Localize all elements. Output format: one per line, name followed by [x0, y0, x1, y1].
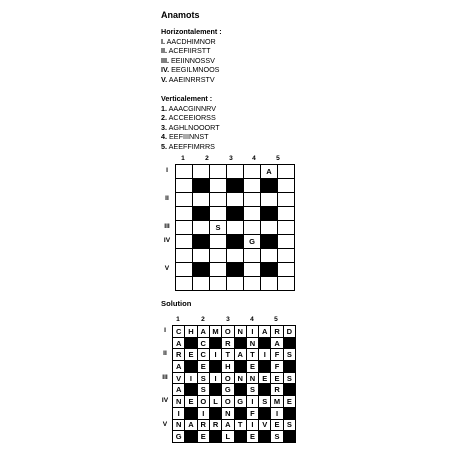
solution-cell: S: [284, 373, 296, 385]
black-cell: [193, 179, 210, 193]
puzzle-cell: S: [210, 221, 227, 235]
horizontal-clue: [161, 56, 222, 66]
solution-cell: G: [222, 384, 234, 396]
solution-cell: E: [198, 431, 210, 443]
row-number: IV: [161, 397, 169, 404]
solution-cell: I: [271, 408, 283, 420]
black-cell: [210, 361, 222, 373]
black-cell: [235, 338, 247, 350]
solution-cell: A: [271, 338, 283, 350]
solution-cell: N: [247, 338, 259, 350]
clue-letters: AEEFFIMRRS: [168, 141, 215, 151]
black-cell: [185, 408, 197, 420]
puzzle-cell: [227, 221, 244, 235]
vertical-clue: [161, 142, 220, 152]
horizontal-clues: [161, 27, 222, 85]
clue-letters: AAEINRRSTV: [168, 74, 215, 84]
puzzle-cell: [244, 207, 261, 221]
black-cell: [261, 179, 278, 193]
puzzle-column-numbers: [175, 155, 294, 164]
black-cell: [261, 235, 278, 249]
solution-column-numbers: [172, 316, 295, 325]
black-cell: [284, 431, 296, 443]
solution-cell: E: [271, 420, 283, 432]
solution-cell: N: [222, 408, 234, 420]
black-cell: [210, 338, 222, 350]
solution-cell: F: [271, 349, 283, 361]
solution-cell: A: [173, 384, 185, 396]
solution-cell: H: [222, 361, 234, 373]
black-cell: [210, 384, 222, 396]
solution-cell: A: [222, 420, 234, 432]
solution-cell: T: [235, 420, 247, 432]
solution-cell: N: [173, 420, 185, 432]
clue-letters: AACDHIMNOR: [166, 36, 216, 46]
solution-cell: R: [198, 420, 210, 432]
solution-grid: [172, 325, 296, 443]
black-cell: [193, 207, 210, 221]
row-number: III: [164, 223, 170, 230]
puzzle-cell: [193, 249, 210, 263]
black-cell: [185, 431, 197, 443]
puzzle-cell: [176, 221, 193, 235]
solution-cell: A: [259, 326, 271, 338]
solution-cell: I: [259, 349, 271, 361]
solution-cell: R: [210, 420, 222, 432]
black-cell: [227, 235, 244, 249]
black-cell: [185, 338, 197, 350]
solution-cell: A: [173, 361, 185, 373]
row-number: V: [164, 265, 170, 272]
puzzle-cell: [210, 193, 227, 207]
puzzle-cell: [193, 165, 210, 179]
clue-number: 4.: [161, 132, 167, 142]
row-number: V: [162, 421, 168, 428]
solution-cell: E: [271, 373, 283, 385]
solution-cell: I: [247, 396, 259, 408]
solution-cell: I: [247, 420, 259, 432]
clue-letters: EEFIIINNST: [169, 132, 209, 142]
puzzle-cell: [210, 263, 227, 277]
solution-cell: S: [271, 431, 283, 443]
solution-cell: N: [247, 373, 259, 385]
column-number: 3: [229, 155, 233, 162]
puzzle-cell: [227, 165, 244, 179]
puzzle-cell: [227, 193, 244, 207]
clue-letters: AGHLNOOORT: [168, 122, 220, 132]
row-number: I: [164, 327, 166, 334]
clue-number: 2.: [161, 113, 167, 123]
row-number: IV: [163, 237, 171, 244]
solution-cell: O: [222, 373, 234, 385]
solution-cell: V: [173, 373, 185, 385]
solution-cell: E: [247, 431, 259, 443]
puzzle-cell: [244, 179, 261, 193]
puzzle-cell: [278, 221, 295, 235]
solution-cell: R: [271, 384, 283, 396]
solution-cell: H: [185, 326, 197, 338]
solution-heading: Solution: [161, 299, 192, 308]
column-number: 1: [181, 155, 185, 162]
clue-number: 5.: [161, 141, 167, 151]
horizontal-clue: [161, 75, 222, 85]
solution-cell: O: [222, 396, 234, 408]
solution-cell: A: [173, 338, 185, 350]
row-number: III: [162, 374, 168, 381]
clue-number: IV.: [161, 65, 170, 75]
solution-cell: G: [235, 396, 247, 408]
puzzle-cell: [210, 179, 227, 193]
puzzle-cell: [176, 193, 193, 207]
black-cell: [235, 384, 247, 396]
clue-letters: EEGILMNOOS: [171, 65, 220, 75]
solution-cell: S: [284, 420, 296, 432]
black-cell: [227, 179, 244, 193]
puzzle-cell: [176, 207, 193, 221]
black-cell: [185, 361, 197, 373]
solution-cell: E: [284, 396, 296, 408]
puzzle-cell: [227, 277, 244, 291]
puzzle-cell: [193, 277, 210, 291]
puzzle-cell: [244, 249, 261, 263]
puzzle-cell: [244, 221, 261, 235]
horizontal-clue: [161, 37, 222, 47]
puzzle-cell: [176, 179, 193, 193]
black-cell: [227, 207, 244, 221]
vertical-clue: [161, 132, 220, 142]
solution-cell: F: [271, 361, 283, 373]
solution-cell: E: [259, 373, 271, 385]
column-number: 4: [252, 155, 256, 162]
solution-cell: C: [198, 349, 210, 361]
solution-cell: M: [271, 396, 283, 408]
solution-cell: L: [222, 431, 234, 443]
puzzle-cell: [244, 277, 261, 291]
puzzle-cell: [176, 235, 193, 249]
solution-cell: S: [198, 373, 210, 385]
solution-cell: A: [198, 326, 210, 338]
black-cell: [185, 384, 197, 396]
solution-cell: E: [185, 396, 197, 408]
solution-cell: T: [247, 349, 259, 361]
puzzle-cell: [227, 249, 244, 263]
solution-cell: I: [210, 349, 222, 361]
black-cell: [259, 408, 271, 420]
solution-cell: N: [173, 396, 185, 408]
puzzle-cell: [176, 277, 193, 291]
solution-cell: I: [247, 326, 259, 338]
puzzle-cell: [244, 165, 261, 179]
puzzle-cell: [193, 221, 210, 235]
clue-number: 3.: [161, 122, 167, 132]
page-title: Anamots: [161, 10, 200, 20]
clue-number: III.: [161, 55, 169, 65]
black-cell: [235, 408, 247, 420]
column-number: 1: [176, 316, 180, 323]
solution-cell: O: [198, 396, 210, 408]
solution-cell: C: [198, 338, 210, 350]
solution-cell: R: [173, 349, 185, 361]
puzzle-cell: [261, 249, 278, 263]
puzzle-row-numbers: [162, 164, 172, 290]
clue-letters: EEIINNOSSV: [171, 55, 215, 65]
clue-letters: ACCEEIORSS: [168, 113, 216, 123]
vertical-heading: Verticalement :: [161, 94, 213, 103]
solution-cell: I: [210, 373, 222, 385]
clue-number: 1.: [161, 103, 167, 113]
solution-cell: I: [198, 408, 210, 420]
black-cell: [193, 263, 210, 277]
black-cell: [235, 361, 247, 373]
solution-cell: M: [210, 326, 222, 338]
row-number: II: [163, 350, 167, 357]
horizontal-heading: Horizontalement :: [161, 27, 222, 36]
puzzle-cell: [278, 207, 295, 221]
solution-row-numbers: [160, 325, 170, 442]
black-cell: [193, 235, 210, 249]
puzzle-cell: [176, 249, 193, 263]
puzzle-cell: [244, 193, 261, 207]
puzzle-cell: [278, 179, 295, 193]
row-number: II: [165, 195, 169, 202]
black-cell: [284, 384, 296, 396]
solution-cell: A: [185, 420, 197, 432]
black-cell: [284, 338, 296, 350]
puzzle-cell: A: [261, 165, 278, 179]
puzzle-cell: [210, 277, 227, 291]
solution-cell: R: [271, 326, 283, 338]
row-number: I: [166, 167, 168, 174]
puzzle-cell: G: [244, 235, 261, 249]
puzzle-cell: [176, 165, 193, 179]
black-cell: [259, 338, 271, 350]
black-cell: [261, 207, 278, 221]
puzzle-cell: [278, 249, 295, 263]
solution-cell: R: [222, 338, 234, 350]
puzzle-cell: [278, 277, 295, 291]
black-cell: [284, 408, 296, 420]
solution-cell: G: [173, 431, 185, 443]
puzzle-cell: [278, 235, 295, 249]
solution-cell: S: [198, 384, 210, 396]
black-cell: [227, 263, 244, 277]
column-number: 5: [276, 155, 280, 162]
clue-number: V.: [161, 74, 168, 84]
horizontal-clue: [161, 46, 222, 56]
puzzle-cell: [261, 277, 278, 291]
solution-cell: E: [247, 361, 259, 373]
clue-number: I.: [161, 36, 165, 46]
solution-cell: S: [247, 384, 259, 396]
puzzle-cell: [210, 207, 227, 221]
column-number: 5: [274, 316, 278, 323]
solution-cell: A: [235, 349, 247, 361]
horizontal-clue: [161, 65, 222, 75]
vertical-clue: [161, 123, 220, 133]
column-number: 2: [205, 155, 209, 162]
puzzle-cell: [278, 193, 295, 207]
solution-cell: I: [173, 408, 185, 420]
solution-cell: T: [222, 349, 234, 361]
puzzle-cell: [210, 165, 227, 179]
solution-cell: D: [284, 326, 296, 338]
puzzle-cell: [176, 263, 193, 277]
solution-cell: N: [235, 326, 247, 338]
solution-cell: F: [247, 408, 259, 420]
clue-number: II.: [161, 46, 167, 56]
puzzle-cell: [244, 263, 261, 277]
puzzle-cell: [261, 221, 278, 235]
puzzle-cell: [278, 263, 295, 277]
black-cell: [284, 361, 296, 373]
solution-cell: V: [259, 420, 271, 432]
puzzle-cell: [261, 193, 278, 207]
puzzle-cell: [193, 193, 210, 207]
solution-cell: O: [222, 326, 234, 338]
column-number: 4: [250, 316, 254, 323]
column-number: 3: [226, 316, 230, 323]
puzzle-cell: [278, 165, 295, 179]
vertical-clues: [161, 94, 220, 152]
solution-cell: E: [185, 349, 197, 361]
puzzle-cell: [210, 235, 227, 249]
solution-cell: I: [185, 373, 197, 385]
black-cell: [259, 361, 271, 373]
puzzle-grid: [175, 164, 295, 291]
black-cell: [210, 431, 222, 443]
solution-cell: C: [173, 326, 185, 338]
solution-cell: L: [210, 396, 222, 408]
vertical-clue: [161, 113, 220, 123]
puzzle-cell: [210, 249, 227, 263]
black-cell: [210, 408, 222, 420]
clue-letters: ACEFIIRSTT: [168, 46, 211, 56]
clue-letters: AAACGINNRV: [168, 103, 217, 113]
black-cell: [259, 384, 271, 396]
black-cell: [259, 431, 271, 443]
black-cell: [235, 431, 247, 443]
vertical-clue: [161, 104, 220, 114]
solution-cell: E: [198, 361, 210, 373]
solution-cell: N: [235, 373, 247, 385]
black-cell: [261, 263, 278, 277]
column-number: 2: [201, 316, 205, 323]
solution-cell: S: [259, 396, 271, 408]
solution-cell: S: [284, 349, 296, 361]
